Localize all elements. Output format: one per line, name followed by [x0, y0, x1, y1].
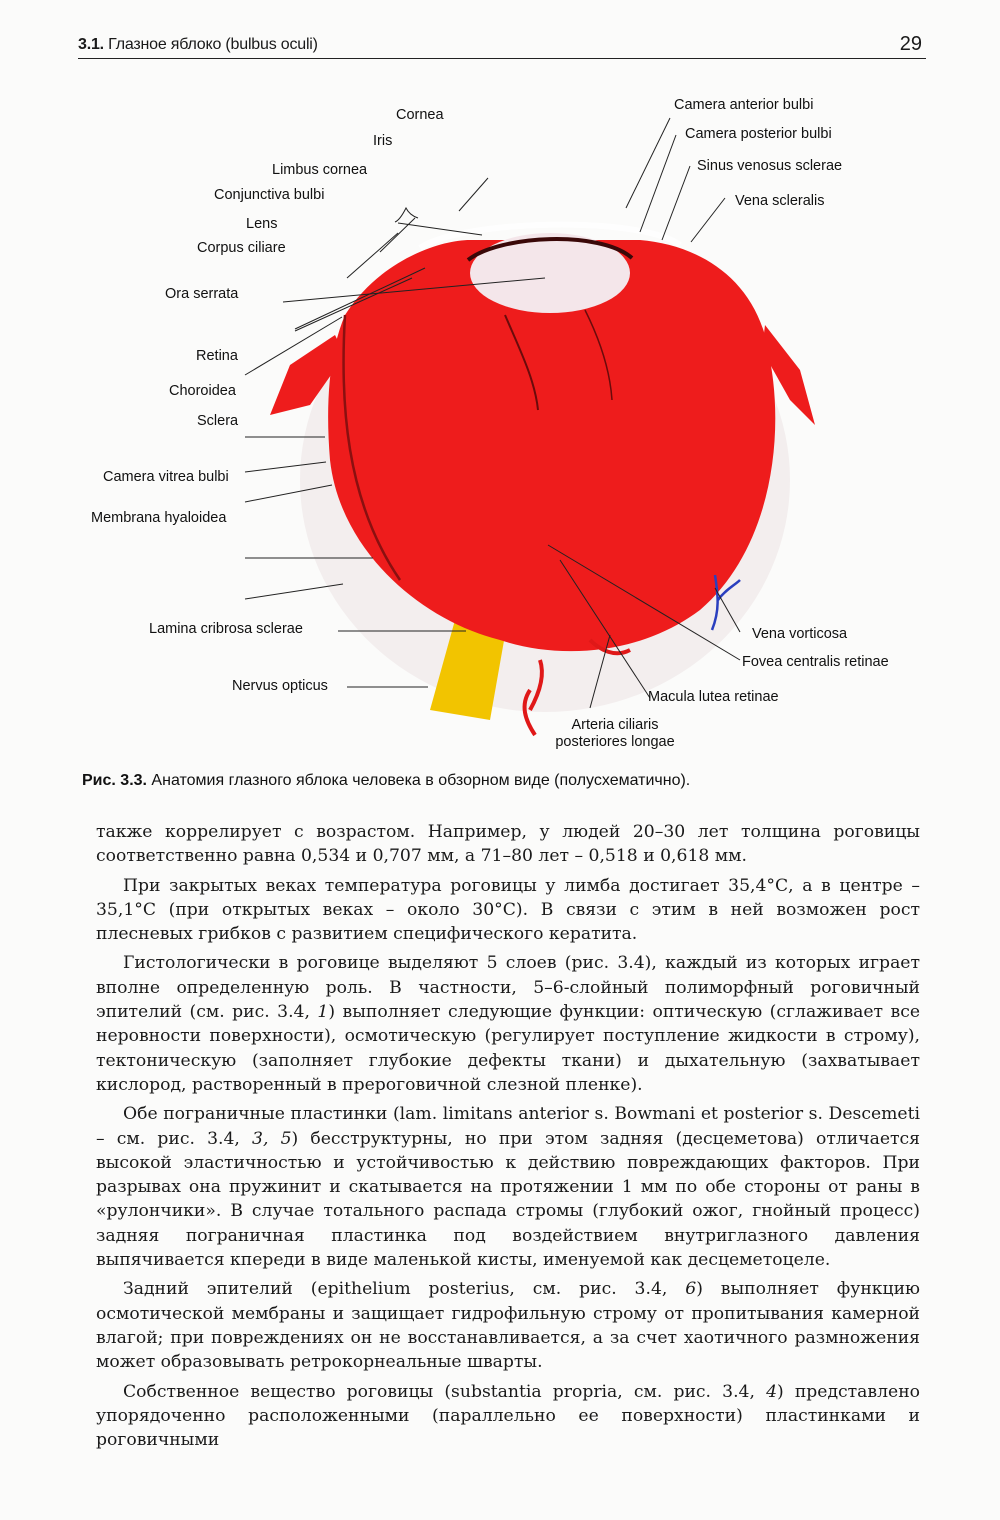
label-choroidea: Choroidea: [169, 383, 236, 399]
paragraph-2: При закрытых веках температура роговицы у лимба достигает 35,4°С, а в центре – 35,1°С (при открытых веках – около 30°С). В связи с этим в ней возможен рост плесневых грибков с развитием специфического кератита.: [96, 875, 920, 945]
p3-ref: 1: [317, 1002, 329, 1023]
p4-text-a: Обе пограничные пластинки (lam. limitans anterior s. Bowmani et posterior s. Descemeti – см. рис. 3.4,: [96, 1104, 920, 1149]
label-retina: Retina: [196, 348, 238, 364]
label-arteria-line2: posteriores longae: [555, 734, 675, 750]
label-camera-vitrea: Camera vitrea bulbi: [103, 469, 229, 485]
label-fovea: Fovea centralis retinae: [742, 654, 889, 670]
p6-text-a: Собственное вещество роговицы (substantia propria, см. рис. 3.4,: [123, 1381, 767, 1402]
label-vena-vorticosa: Vena vorticosa: [752, 626, 848, 642]
paragraph-6: [96, 1380, 920, 1453]
label-vena-scleralis: Vena scleralis: [735, 193, 825, 209]
figure-caption: [82, 772, 932, 790]
body-text: [96, 820, 920, 1452]
label-camera-posterior: Camera posterior bulbi: [685, 126, 832, 142]
p3-text-b: ) выполняет следующие функции: оптическую (сглаживает все неровности поверхности), осмотическую (регулирует поступление жидкости в строму), тектоническую (заполняет глубокие дефекты ткани) и дыхательную (захватывает кислород, растворенный в прероговичной слезной пленке).: [96, 1002, 920, 1095]
section-title: [78, 36, 318, 54]
label-ora-serrata: Ora serrata: [165, 286, 239, 302]
p4-text-b: ) бесструктурны, но при этом задняя (десцеметова) отличается высокой эластичностью и устойчивостью к действию повреждающих факторов. При разрывах она пружинит и скатывается на протяжении 1 мм по обе стороны от раны в «рулончики». В случае тотального распада стромы (глубокий ожог, гнойный процесс) задняя пограничная пластинка под воздействием внутриглазного давления выпячивается кпереди в виде маленькой кисты, именуемой как десцеметоцеле.: [96, 1128, 920, 1271]
page-number: 29: [899, 33, 922, 55]
label-corpus-ciliare: Corpus ciliare: [197, 240, 286, 256]
section-number: 3.1.: [78, 36, 104, 53]
label-sclera: Sclera: [197, 413, 239, 429]
eye-anatomy-figure: [0, 80, 1000, 780]
label-iris: Iris: [373, 133, 393, 149]
p5-text-b: ) выполняет функцию осмотической мембраны и защищает гидрофильную строму от пропитывания камерной влагой; при повреждениях он не восстанавливается, а за счет хаотичного размножения может образовывать ретрокорнеальные шварты.: [96, 1279, 920, 1373]
label-membrana-hyaloidea: Membrana hyaloidea: [91, 510, 227, 526]
p3-text-a: Гистологически в роговице выделяют 5 слоев (рис. 3.4), каждый из которых играет вполне определенную роль. В частности, 5–6-слойный полиморфный роговичный эпителий (см. рис. 3.4,: [96, 953, 920, 1023]
caption-text: Анатомия глазного яблока человека в обзорном виде (полусхематично).: [146, 772, 691, 789]
section-title-text: Глазное яблоко (bulbus oculi): [108, 36, 318, 53]
label-nervus-opticus: Nervus opticus: [232, 678, 328, 694]
label-sinus-venosus: Sinus venosus sclerae: [697, 158, 843, 174]
caption-label: Рис. 3.3.: [82, 772, 147, 789]
p6-text-b: ) представлено упорядоченно расположенными (параллельно ее поверхности) пластинками и роговичными: [96, 1381, 920, 1451]
label-macula: Macula lutea retinae: [648, 689, 779, 705]
p4-ref: 3, 5: [252, 1128, 292, 1149]
paragraph-4: [96, 1102, 920, 1272]
limbus-bracket: [395, 208, 418, 222]
p5-ref: 6: [685, 1279, 697, 1300]
p6-ref: 4: [766, 1381, 777, 1402]
label-arteria-ciliaris: [540, 717, 690, 751]
label-limbus: Limbus cornea: [272, 162, 368, 178]
label-lens: Lens: [246, 216, 278, 232]
paragraph-1: также коррелирует с возрастом. Например, у людей 20–30 лет толщина роговицы соответственно равна 0,534 и 0,707 мм, а 71–80 лет – 0,518 и 0,618 мм.: [96, 822, 920, 867]
label-lamina-cribrosa: Lamina cribrosa sclerae: [149, 621, 303, 637]
paragraph-3: [96, 951, 920, 1097]
running-header: [78, 32, 926, 59]
eyeball-illustration: [0, 80, 1000, 780]
p5-text-a: Задний эпителий (epithelium posterius, см. рис. 3.4,: [123, 1279, 686, 1300]
label-camera-anterior: Camera anterior bulbi: [674, 97, 814, 113]
label-cornea: Cornea: [396, 107, 444, 123]
label-arteria-line1: Arteria ciliaris: [571, 717, 659, 733]
label-conjunctiva: Conjunctiva bulbi: [214, 187, 325, 203]
paragraph-5: [96, 1277, 920, 1374]
